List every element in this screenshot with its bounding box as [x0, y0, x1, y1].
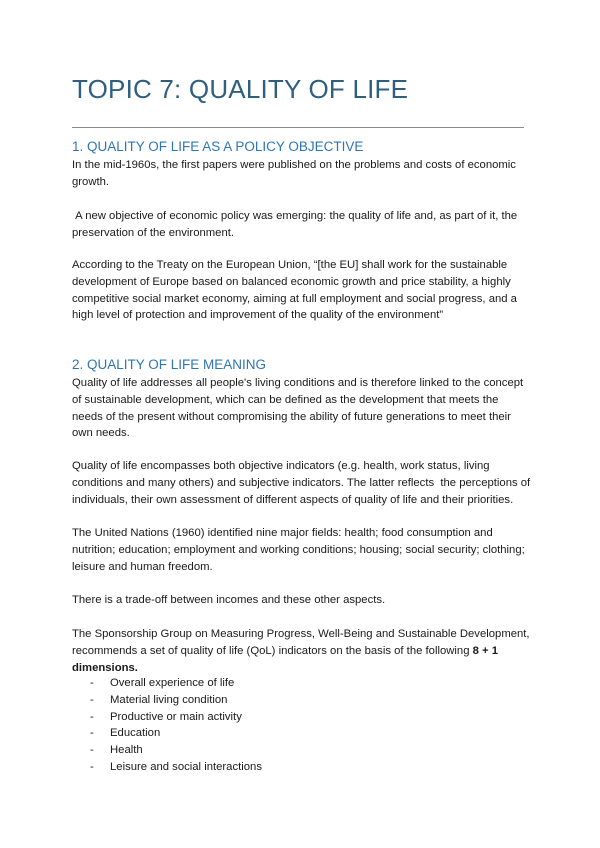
list-item	[90, 725, 262, 742]
section-heading-meaning: 2. QUALITY OF LIFE MEANING	[72, 357, 267, 372]
list-item	[90, 709, 262, 726]
paragraph-text: The Sponsorship Group on Measuring Progress, Well-Being and Sustainable Development, recommends a set of quality of life (QoL) indicators on the basis of the following	[72, 628, 530, 657]
paragraph: In the mid-1960s, the first papers were published on the problems and costs of economic growth.	[72, 159, 516, 188]
list-dash: -	[90, 710, 94, 723]
list-dash: -	[90, 744, 94, 757]
list-item	[90, 759, 262, 776]
list-item-label: Productive or main activity	[110, 710, 242, 723]
list-dash: -	[90, 677, 94, 689]
paragraph: The United Nations (1960) identified nine major fields: health; food consumption and nutrition; education; employment and working conditions; housing; social security; clothing; leisure and human freedom.	[72, 527, 525, 573]
list-item	[90, 742, 262, 759]
dimensions-emphasis: 8 + 1 dimensions.	[72, 644, 499, 674]
list-dash: -	[90, 693, 94, 706]
paragraph: A new objective of economic policy was emerging: the quality of life and, as part of it, the preservation of the environment.	[72, 210, 521, 239]
list-item-label: Material living condition	[110, 693, 228, 706]
list-dash: -	[90, 760, 94, 773]
paragraph: Quality of life addresses all people's living conditions and is therefore linked to the concept of sustainable development, which can be defined as the development that meets the needs of the present without compromising the ability of future generations to meet their own needs.	[72, 377, 524, 440]
list-item-label: Overall experience of life	[110, 677, 235, 689]
section-heading-policy-objective: 1. QUALITY OF LIFE AS A POLICY OBJECTIVE	[72, 139, 364, 154]
list-item-label: Health	[110, 744, 143, 757]
list-dash: -	[90, 727, 94, 740]
dimensions-list	[90, 675, 262, 776]
list-item	[90, 692, 262, 709]
paragraph: According to the Treaty on the European Union, “[the EU] shall work for the sustainable development of Europe based on balanced economic growth and price stability, a highly competitive social market economy, aiming at full employment and social progress, and a high level of protection and improvement of the quality of the environment”	[72, 259, 517, 322]
paragraph: There is a trade-off between incomes and these other aspects.	[72, 594, 386, 606]
paragraph: Quality of life encompasses both objective indicators (e.g. health, work status, living conditions and many others) and subjective indicators. The latter reflects the perceptions of individuals, their own assessment of different aspects of quality of life and their priorities.	[72, 460, 534, 506]
list-item-label: Education	[110, 727, 161, 740]
title-divider	[72, 127, 524, 128]
page-title: TOPIC 7: QUALITY OF LIFE	[72, 74, 409, 104]
paragraph	[72, 626, 532, 676]
list-item-label: Leisure and social interactions	[110, 760, 262, 773]
list-item	[90, 675, 262, 692]
